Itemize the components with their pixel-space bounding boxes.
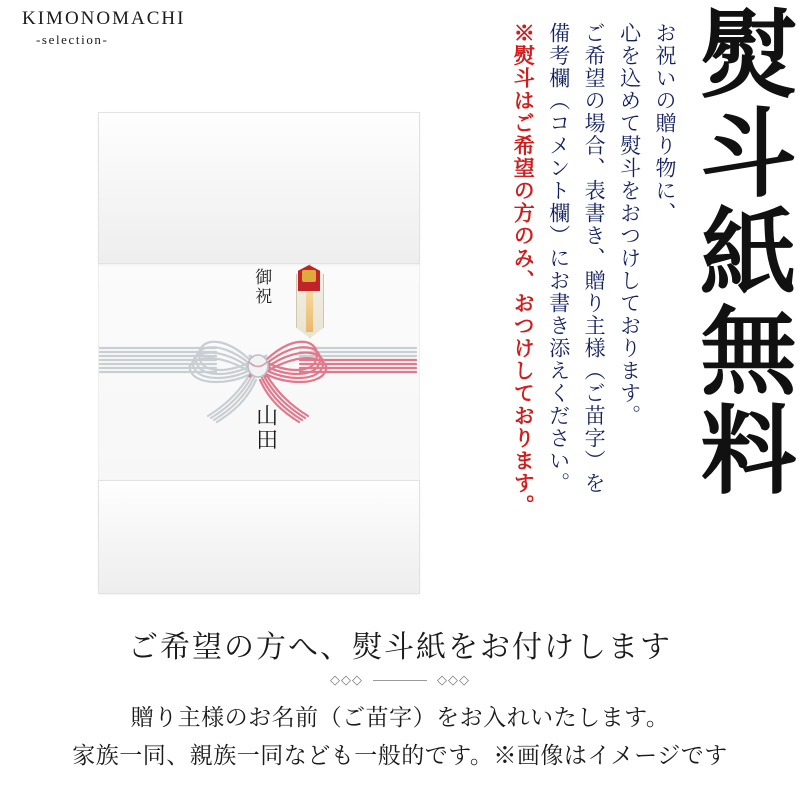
noshi-paper-bottom: [98, 480, 420, 594]
vertical-line-1: お祝いの贈り物に、: [653, 22, 677, 225]
noshi-illustration: [98, 112, 418, 532]
vertical-note: ※熨斗はご希望の方のみ、おつけしております。: [511, 22, 537, 517]
page-title: 熨斗紙無料: [685, 4, 798, 499]
noshi-name-text: 山田: [252, 404, 278, 452]
brand-name: KIMONOMACHI: [22, 8, 186, 29]
noshi-paper-top: [98, 112, 420, 264]
caption-sub-line-1: 贈り主様のお名前（ご苗字）をお入れいたします。: [130, 705, 670, 731]
vertical-line-3: ご希望の場合、表書き、贈り主様（ご苗字）を: [582, 22, 607, 495]
divider-diamonds-left: ◇◇◇: [330, 672, 363, 687]
vertical-line-4: 備考欄（コメント欄）にお書き添えください。: [546, 22, 571, 495]
caption-sub: [0, 700, 800, 776]
noshi-omotegaki-text: 御祝: [251, 268, 272, 306]
caption-main: ご希望の方へ、熨斗紙をお付けします: [128, 630, 672, 665]
brand-tagline: -selection-: [36, 32, 109, 47]
divider-line: [373, 680, 427, 681]
noshi-awabi-gold: [302, 270, 316, 282]
brand-logo: [22, 8, 242, 48]
divider-diamonds-right: ◇◇◇: [437, 672, 470, 687]
vertical-line-2: 心を込めて熨斗をおつけしております。: [617, 22, 642, 427]
vertical-description-block: [503, 22, 680, 614]
divider: [0, 672, 800, 688]
caption-sub-line-2: 家族一同、親族一同なども一般的です。※画像はイメージです: [72, 742, 728, 769]
